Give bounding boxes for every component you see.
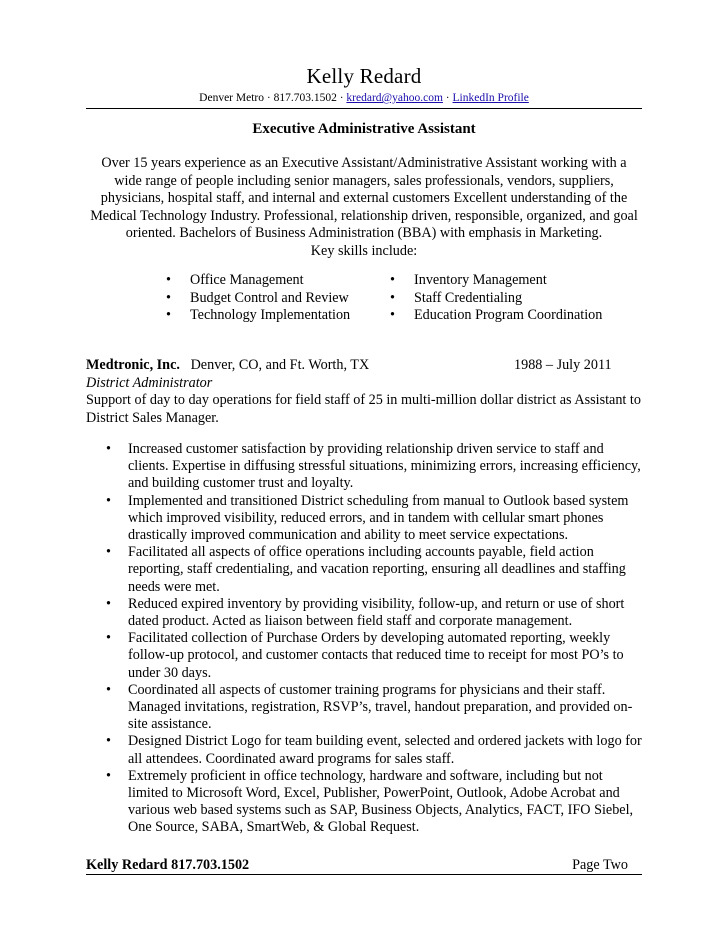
footer-name-phone: Kelly Redard 817.703.1502 xyxy=(86,857,250,873)
job-company: Medtronic, Inc. xyxy=(86,357,180,373)
summary-text: Over 15 years experience as an Executive Assistant/Administrative Assistant working with a wide range of people including senior managers, sales professionals, vendors, suppliers, physicians, hospital staff, and internal and external customers Excellent understanding of the Medical Technology Industry. Professional, relationship driven, responsible, organized, and goal oriented. Bachelors of Business Administration (BBA) with emphasis in Marketing. xyxy=(90,155,638,241)
skill-item: • Office Management xyxy=(166,272,350,290)
job-duties xyxy=(106,441,646,837)
footer-page-label: Page Two xyxy=(572,857,628,873)
skills-column-2 xyxy=(390,272,602,325)
duty-item: • Designed District Logo for team building event, selected and ordered jackets with logo for all attendees. Coordinated award programs for sales staff. xyxy=(106,733,646,767)
duty-item: • Facilitated all aspects of office operations including accounts payable, field action reporting, staff credentialing, and vacation reporting, ensuring all deadlines and staffing needs were met. xyxy=(106,544,646,596)
summary-section xyxy=(86,155,642,260)
skill-item: • Inventory Management xyxy=(390,272,602,290)
candidate-name: Kelly Redard xyxy=(306,64,422,88)
contact-separator: · xyxy=(336,92,347,104)
duty-item: • Coordinated all aspects of customer training programs for physicians and their staff. Managed invitations, registration, RSVP’s, travel, handout preparation, and provided on-site assistance. xyxy=(106,682,646,734)
skill-item: • Technology Implementation xyxy=(166,307,350,325)
job-role: District Administrator xyxy=(86,374,213,391)
duties-list xyxy=(106,441,646,837)
contact-separator: · xyxy=(263,92,274,104)
duty-item: • Reduced expired inventory by providing visibility, follow-up, and return or use of short dated product. Acted as liaison between field staff and corporate management. xyxy=(106,596,646,630)
skill-item: • Education Program Coordination xyxy=(390,307,602,325)
footer-divider xyxy=(86,874,642,875)
job-description: Support of day to day operations for field staff of 25 in multi-million dollar district as Assistant to District Sales Manager. xyxy=(86,392,641,426)
duty-item: • Increased customer satisfaction by providing relationship driven service to staff and clients. Expertise in diffusing stressful situations, minimizing errors, increasing efficiency, and building customer trust and loyalty. xyxy=(106,441,646,493)
skills-column-1 xyxy=(166,272,350,325)
header-divider xyxy=(86,108,642,109)
resume-title: Executive Administrative Assistant xyxy=(252,121,476,137)
linkedin-link[interactable]: LinkedIn Profile xyxy=(452,92,529,104)
duty-item: • Implemented and transitioned District scheduling from manual to Outlook based system which improved visibility, reduced errors, and in tandem with cellular smart phones drastically improved communication and ability to meet service expectations. xyxy=(106,493,646,545)
skill-item: • Staff Credentialing xyxy=(390,290,602,308)
duty-item: • Facilitated collection of Purchase Orders by developing automated reporting, weekly follow-up protocol, and customer contacts that reduced time to receipt for most PO’s to under 30 days. xyxy=(106,630,646,682)
skills-heading: Key skills include: xyxy=(310,242,418,259)
contact-location: Denver Metro xyxy=(199,92,264,104)
skill-item: • Budget Control and Review xyxy=(166,290,350,308)
email-link[interactable]: kredard@yahoo.com xyxy=(346,92,443,104)
contact-phone: 817.703.1502 xyxy=(273,92,337,104)
job-location: Denver, CO, and Ft. Worth, TX xyxy=(190,357,370,373)
job-entry xyxy=(86,357,642,427)
duty-item: • Extremely proficient in office technology, hardware and software, including but not limited to Microsoft Word, Excel, Publisher, PowerPoint, Outlook, Adobe Acrobat and various web based systems such as SAP, Business Objects, Analytics, FACT, IFO Siebel, One Source, SABA, SmartWeb, & Global Request. xyxy=(106,768,646,837)
job-dates: 1988 – July 2011 xyxy=(514,357,612,373)
job-header xyxy=(86,357,642,375)
contact-separator: · xyxy=(442,92,453,104)
contact-line xyxy=(0,92,728,104)
page-footer xyxy=(86,857,642,874)
